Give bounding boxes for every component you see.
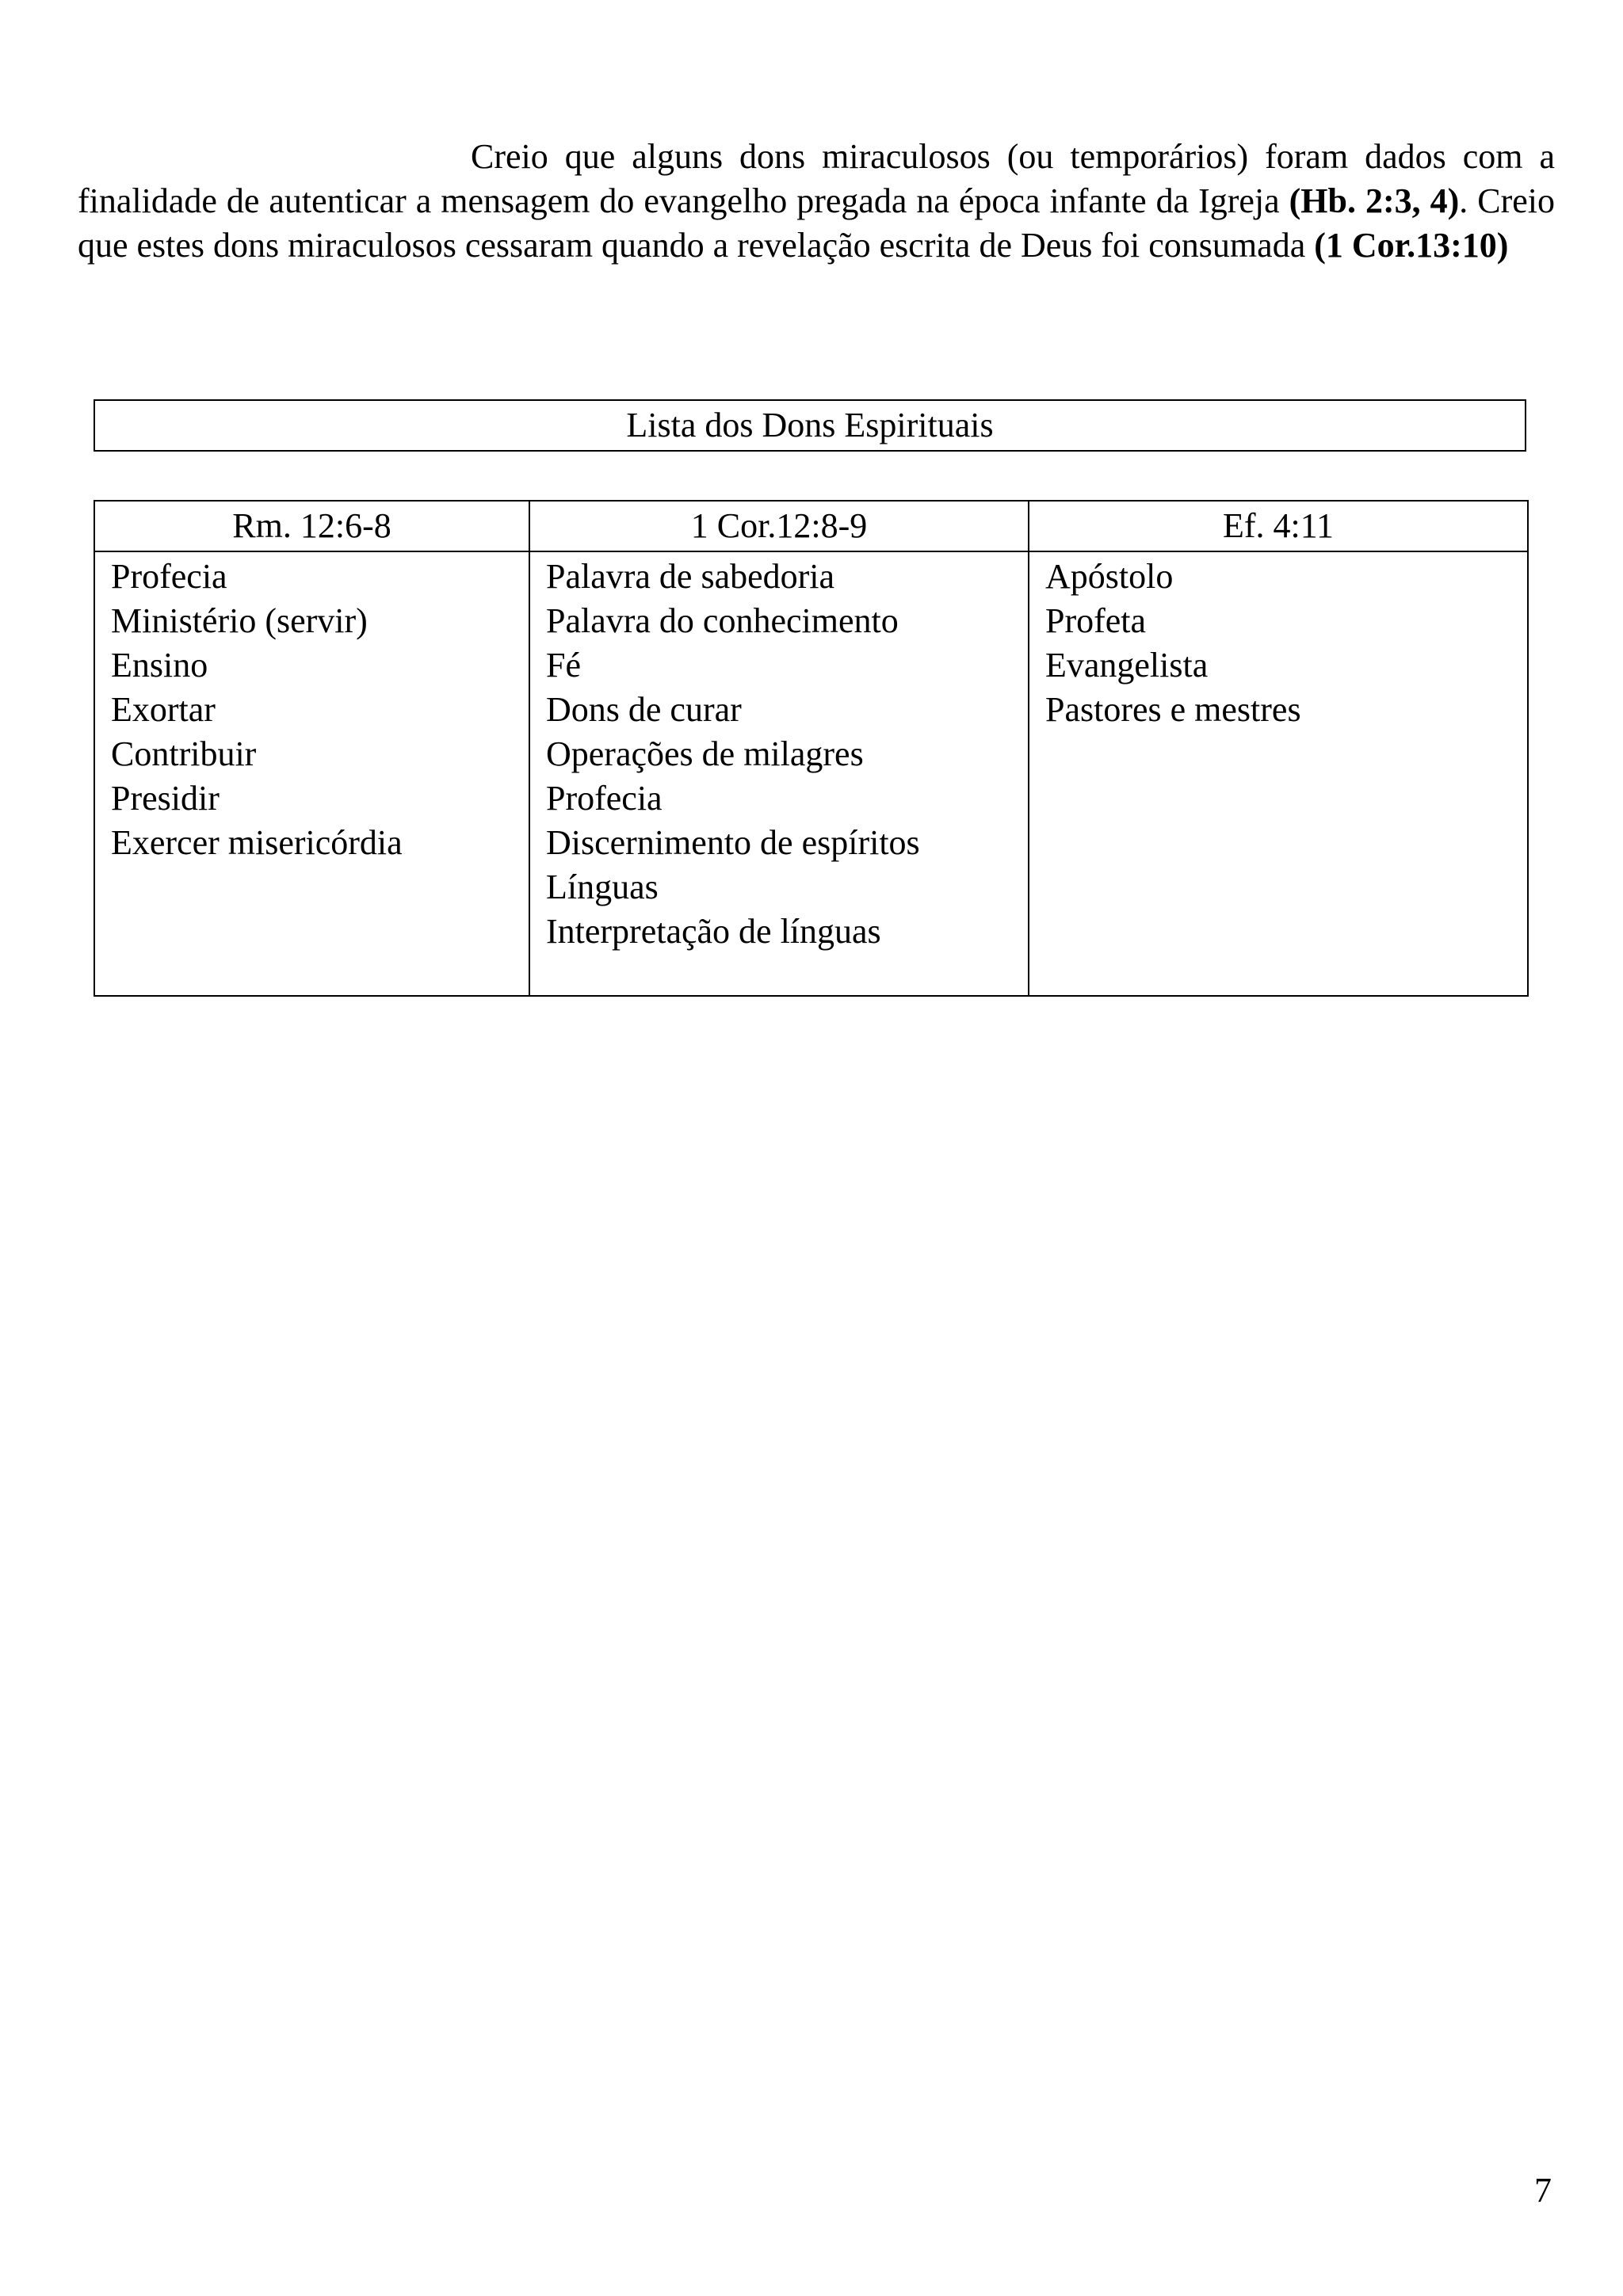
list-item: Ensino: [111, 646, 208, 685]
column-header-romans: Rm. 12:6-8: [94, 501, 529, 551]
paragraph-reference-corinthians: (1 Cor.13:10): [1314, 226, 1509, 265]
list-item: Operações de milagres: [546, 734, 864, 773]
paragraph-text-1: Creio que alguns dons miraculosos (ou temporários) foram dados com a finalidade de autenticar a mensagem do evangelho pregada na época infante da Igreja: [78, 137, 1555, 220]
list-item: Ministério (servir): [111, 601, 368, 640]
list-item: Exercer misericórdia: [111, 823, 403, 862]
list-item: Profeta: [1045, 601, 1147, 640]
list-item: Pastores e mestres: [1045, 690, 1301, 729]
list-item: Discernimento de espíritos: [546, 823, 920, 862]
list-item: Palavra do conhecimento: [546, 601, 899, 640]
list-item: Línguas: [546, 868, 659, 906]
table-row: [94, 551, 1528, 996]
list-item: Dons de curar: [546, 690, 742, 729]
list-item: Evangelista: [1045, 646, 1209, 685]
paragraph-reference-hebrews: (Hb. 2:3, 4): [1289, 181, 1460, 220]
page-number: 7: [1534, 2171, 1552, 2210]
body-paragraph: [78, 135, 1555, 268]
list-item: Interpretação de línguas: [546, 912, 881, 951]
column-cell-romans: [94, 551, 529, 996]
table-title: Lista dos Dons Espirituais: [94, 399, 1526, 452]
spiritual-gifts-table: [94, 500, 1529, 997]
table-header-row: [94, 501, 1528, 551]
list-item: Fé: [546, 646, 581, 685]
list-item: Profecia: [111, 557, 227, 596]
column-cell-corinthians: [529, 551, 1029, 996]
list-item: Profecia: [546, 779, 663, 818]
column-cell-ephesians: [1029, 551, 1528, 996]
paragraph-text-2: . Creio que estes dons miraculosos cessaram quando a revelação escrita de Deus foi consumada: [78, 181, 1555, 265]
list-item: Contribuir: [111, 734, 257, 773]
column-header-ephesians: Ef. 4:11: [1029, 501, 1528, 551]
list-item: Palavra de sabedoria: [546, 557, 835, 596]
list-item: Exortar: [111, 690, 216, 729]
list-item: Apóstolo: [1045, 557, 1174, 596]
column-header-corinthians: 1 Cor.12:8-9: [529, 501, 1029, 551]
list-item: Presidir: [111, 779, 220, 818]
